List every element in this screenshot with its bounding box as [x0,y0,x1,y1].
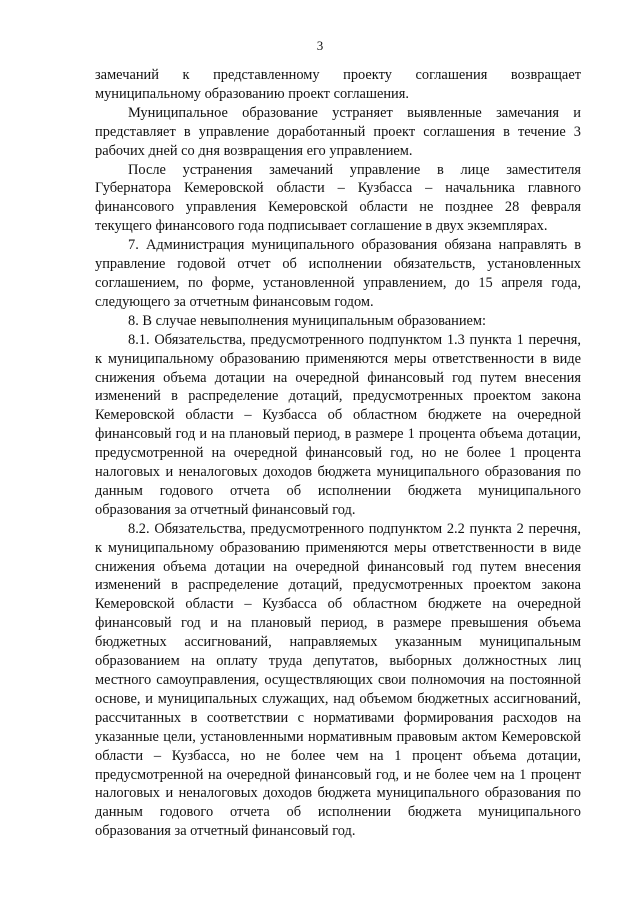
paragraph-item-8-1: 8.1. Обязательства, предусмотренного подпунктом 1.3 пункта 1 перечня, к муниципальному образованию применяются меры ответственности в виде снижения объема дотации на очередной финансовый год путем внесения изменений в распределение дотаций, предусмотренных проектом закона Кемеровской области – Кузбасса об областном бюджете на очередной финансовый год и на плановый период, в размере 1 процента объема дотации, предусмотренной на очередной финансовый год, но не более 1 процента налоговых и неналоговых доходов бюджета муниципального образования по данным годового отчета об исполнении бюджета муниципального образования за отчетный финансовый год. [95,331,581,518]
paragraph-item-7: 7. Администрация муниципального образования обязана направлять в управление годовой отчет об исполнении обязательств, установленных соглашением, по форме, установленной управлением, до 15 апреля года, следующего за отчетным финансовым годом. [95,237,581,310]
paragraph-signing: После устранения замечаний управление в лице заместителя Губернатора Кемеровской области – Кузбасса – начальника главного финансового управления Кемеровской области не позднее 28 февраля текущего финансового года подписывает соглашение в двух экземплярах. [95,161,581,235]
paragraph-continuation: замечаний к представленному проекту соглашения возвращает муниципальному образованию проект соглашения. [95,67,581,102]
document-body [95,66,581,841]
paragraph-corrections: Муниципальное образование устраняет выявленные замечания и представляет в управление доработанный проект соглашения в течение 3 рабочих дней со дня возвращения его управлением. [95,104,581,159]
paragraph-item-8: 8. В случае невыполнения муниципальным образованием: [128,312,487,329]
paragraph-item-8-2: 8.2. Обязательства, предусмотренного подпунктом 2.2 пункта 2 перечня, к муниципальному образованию применяются меры ответственности в виде снижения объема дотации на очередной финансовый год путем внесения изменений в распределение дотаций, предусмотренных проектом закона Кемеровской области – Кузбасса об областном бюджете на очередной финансовый год и на плановый период, в размере превышения объема бюджетных ассигнований, направляемых указанным муниципальным образованием на оплату труда депутатов, выборных должностных лиц местного самоуправления, осуществляющих свои полномочия на постоянной основе, и муниципальных служащих, над объемом бюджетных ассигнований, рассчитанных в соответствии с нормативами формирования расходов на указанные цели, установленными нормативным правовым актом Кемеровской области – Кузбасса, но не более чем на 1 процент объема дотации, предусмотренной на очередной финансовый год, и не более чем на 1 процент налоговых и неналоговых доходов бюджета муниципального образования по данным годового отчета об исполнении бюджета муниципального образования за отчетный финансовый год. [95,520,581,840]
page-number: 3 [316,38,324,53]
